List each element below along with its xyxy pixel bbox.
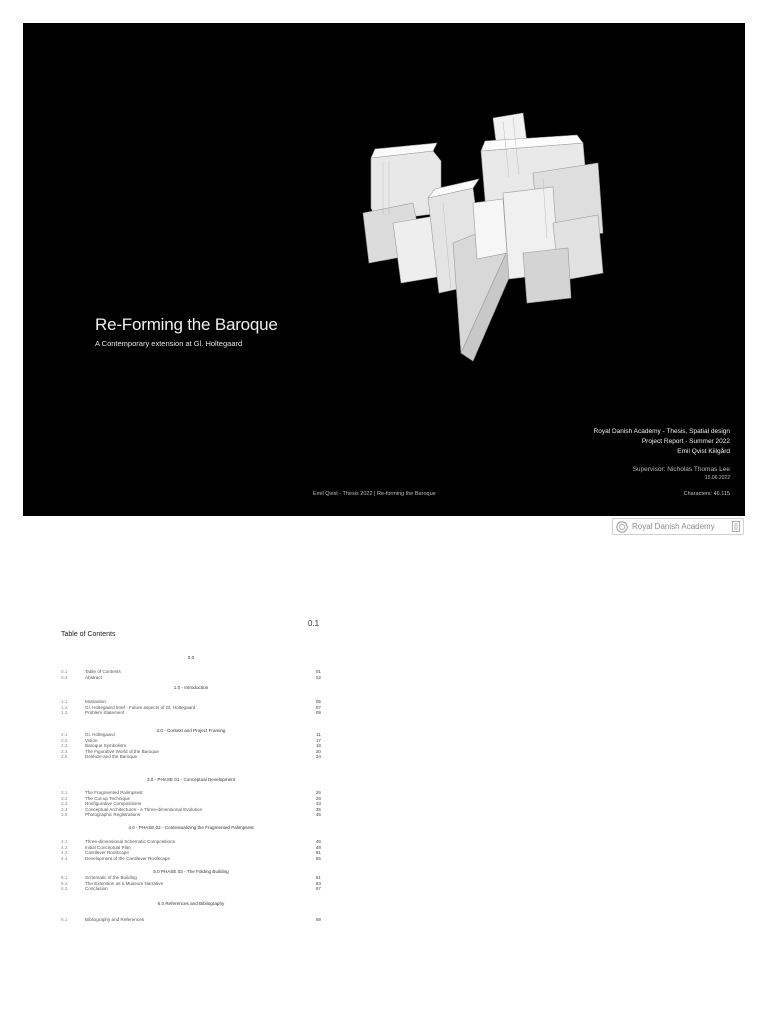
entry-number: 1.1 [61,699,68,704]
entry-page: 28 [315,795,321,801]
entry-page: 61 [315,875,321,880]
cover-subtitle: A Contemporary extension at Gl. Holtegaard [95,339,243,348]
entry-number: 0.2 [61,674,68,680]
entry-number: 4.4 [61,855,68,861]
entry-number: 2.4 [61,748,68,754]
entry-number: 4.2 [61,844,68,850]
entry-title: Baroque Symbolism [85,743,127,749]
entry-page: 51 [315,850,321,856]
entry-number: 2.1 [61,732,68,737]
entry-page: 11 [316,732,321,737]
entry-number: 0.1 [61,669,68,674]
section-heading: 6.0 References and Bibliography [157,901,225,906]
entry-title: Nonfigurative Compositions [85,801,142,807]
section-heading: 4.0 - PHASE 02 - Contextualizing the Fragmented Palimpsest [128,825,254,830]
entry-title: The Fragmented Palimpsest [85,790,143,795]
crest-icon [732,521,740,532]
entry-page: 17 [315,737,321,743]
entry-number: 3.2 [61,795,68,801]
entry-title: Bibliography and References [85,917,144,922]
entry-title: Motivation [85,699,106,704]
entry-title: Conceptual Architectures - a Three-dimensional Evolution [85,806,203,812]
cover-footer: Emil Qvist - Thesis 2022 | Re-forming the Baroque [313,491,436,497]
entry-title: Initial Conceptual Plan [85,844,131,850]
entry-page: 33 [315,801,321,807]
entry-title: Cantilever Roofscape [85,850,129,856]
section-heading: 1.0 - Introduction [173,685,209,690]
report-line: Project Report - Summer 2022 [641,438,730,445]
entry-title: Development of the Cantilever Roofscape [85,855,171,861]
academy-name: Royal Danish Academy [632,522,715,531]
architectural-model-image [353,103,643,373]
entry-page: 45 [315,812,321,818]
toc-entry [61,812,321,818]
entry-number: 5.3 [61,886,68,892]
entry-number: 1.2 [61,704,68,710]
entry-number: 2.2 [61,737,68,743]
entry-number: 3.1 [61,790,68,795]
entry-number: 2.3 [61,743,68,749]
entry-page: 20 [315,748,321,754]
toc-title: Table of Contents [61,631,116,638]
section-heading: 0.0 [187,655,195,660]
entry-number: 4.3 [61,850,68,856]
institution-line: Royal Danish Academy - Thesis, Spatial design [593,428,730,435]
entry-number: 6.1 [61,917,68,922]
entry-page: 63 [315,880,321,886]
entry-title: Gl. Holtegaard [85,732,115,737]
toc-entry [61,754,321,760]
academy-logo [612,518,744,535]
entry-number: 1.3 [61,710,68,716]
entry-title: The Figurative World of the Baroque [85,748,159,754]
entry-number: 3.5 [61,812,68,818]
entry-page: 67 [315,886,321,892]
entry-title: Abstract [85,674,102,680]
section-heading: 5.0 PHASE 03 - The Folding Building [153,869,229,874]
cover-panel [23,23,745,516]
entry-title: Photographic Registrations [85,812,141,818]
entry-title: Conclusion [85,886,108,892]
cover-title: Re-Forming the Baroque [95,315,278,334]
entry-title: Problem Statement [85,710,125,716]
toc-entry [61,886,321,892]
toc-entry [61,710,321,716]
entry-page: 05 [315,699,321,704]
entry-number: 3.3 [61,801,68,807]
entry-number: 4.1 [61,839,68,844]
entry-page: 46 [315,839,321,844]
entry-title: Table of Contents [85,669,121,674]
seal-icon [616,521,628,533]
entry-page: 26 [315,790,321,795]
entry-page: 48 [315,844,321,850]
entry-title: Schematic of the Building [85,875,137,880]
entry-page: 69 [315,917,321,922]
entry-number: 3.4 [61,806,68,812]
entry-title: Gl. Holtegaard brief - Future aspects of Gl. Holtegaard [85,704,196,710]
date-line: 15.06.2022 [704,475,730,481]
entry-page: 35 [315,806,321,812]
character-count: Characters: 46.115 [683,491,730,497]
entry-page: 18 [315,743,321,749]
toc-entry [61,675,321,681]
section-heading: 3.0 - PHASE 01 - Conceptual Development [146,777,236,782]
toc-entry [61,917,321,923]
entry-title: The Extension as a Museum Narrative [85,880,164,886]
entry-page: 07 [315,704,321,710]
entry-title: Three-dimensional Schematic Compositions [85,839,175,844]
author-line: Emil Qvist Kiilgård [677,448,730,455]
entry-number: 5.2 [61,880,68,886]
section-heading: 2.0 - Context and Project Framing [156,728,226,733]
entry-title: The Cut-up Technique [85,795,131,801]
entry-number: 2.5 [61,754,68,760]
entry-title: Vision [85,737,98,743]
toc-entry [61,856,321,862]
entry-number: 5.1 [61,875,68,880]
supervisor-line: Supervisor: Nicholas Thomas Lee [632,466,730,473]
entry-title: Deleuze and the Baroque [85,754,138,760]
page-number: 0.1 [308,619,320,628]
entry-page: 24 [315,754,321,760]
entry-page: 01 [315,669,321,674]
cover-info-block [594,427,730,482]
entry-page: 55 [315,855,321,861]
entry-page: 09 [315,710,321,716]
entry-page: 02 [315,674,321,680]
